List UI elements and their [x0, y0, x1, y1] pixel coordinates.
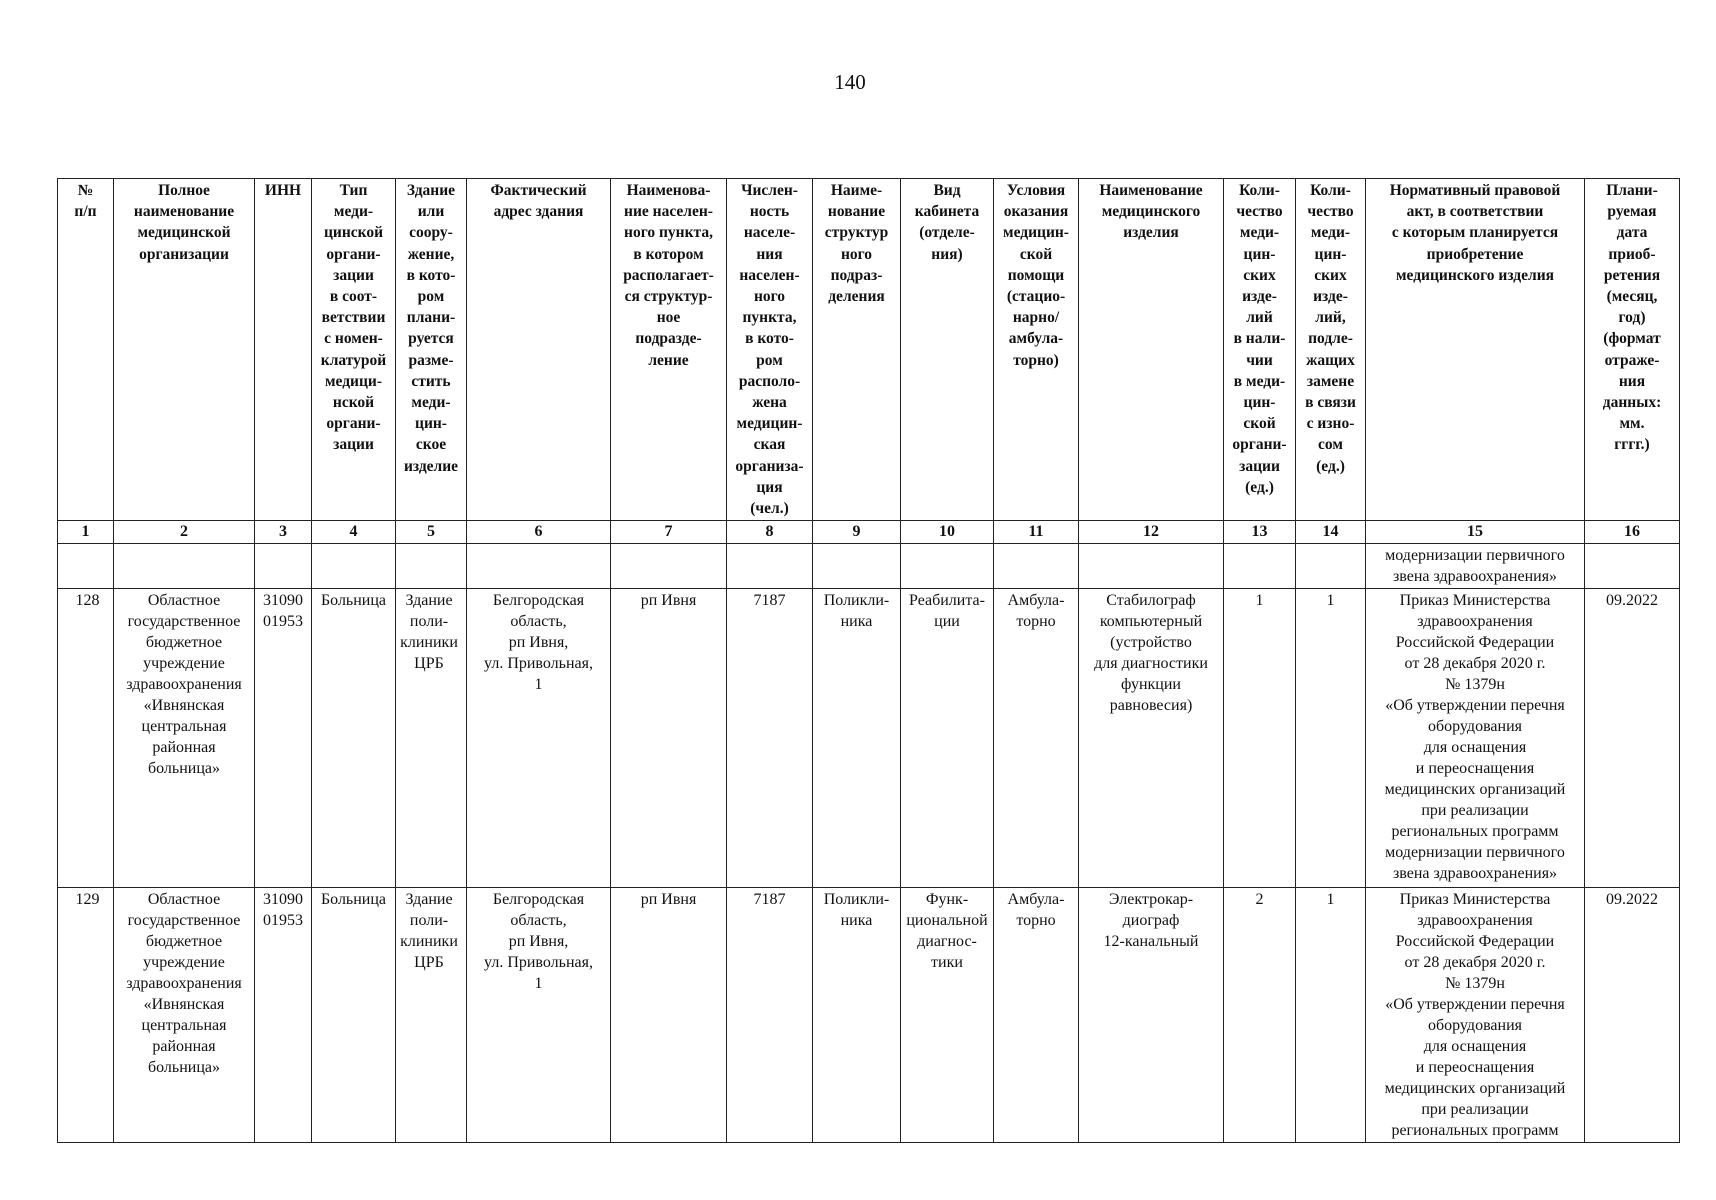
building: Здание поли- клиники ЦРБ [396, 589, 467, 888]
row-number: 128 [58, 589, 114, 888]
header-cell: Наименование медицинского изделия [1079, 179, 1224, 521]
column-number: 8 [727, 521, 813, 544]
column-number: 15 [1366, 521, 1585, 544]
population: 7187 [727, 888, 813, 1143]
devices-available: 2 [1224, 888, 1296, 1143]
devices-to-replace: 1 [1296, 888, 1366, 1143]
inn: 31090 01953 [255, 888, 312, 1143]
table-cell [255, 544, 312, 589]
header-cell: Плани- руемая дата приоб- ретения (месяц, год) (формат отраже- ния данных: мм. гггг.) [1585, 179, 1680, 521]
header-cell: Условия оказания медицин- ской помощи (стацио- нарно/ амбула- торно) [994, 179, 1079, 521]
column-number: 6 [467, 521, 611, 544]
care-conditions: Амбула- торно [994, 589, 1079, 888]
header-cell: Наиме- нование структур ного подраз- деления [813, 179, 901, 521]
address: Белгородская область, рп Ивня, ул. Привольная, 1 [467, 888, 611, 1143]
table-cell [1224, 544, 1296, 589]
table-cell [611, 544, 727, 589]
column-number: 4 [312, 521, 396, 544]
settlement: рп Ивня [611, 589, 727, 888]
column-number: 9 [813, 521, 901, 544]
column-number: 11 [994, 521, 1079, 544]
table-cell [312, 544, 396, 589]
devices-to-replace: 1 [1296, 589, 1366, 888]
column-number: 2 [114, 521, 255, 544]
table-cell [727, 544, 813, 589]
cabinet-type: Реабилита- ции [901, 589, 994, 888]
planned-date: 09.2022 [1585, 589, 1680, 888]
organization-type: Больница [312, 888, 396, 1143]
header-row [58, 179, 1680, 521]
table-cell [994, 544, 1079, 589]
table-cell [58, 544, 114, 589]
header-cell: № п/п [58, 179, 114, 521]
organization-name: Областное государственное бюджетное учреждение здравоохранения «Ивнянская центральная районная больница» [114, 888, 255, 1143]
column-number: 16 [1585, 521, 1680, 544]
header-cell: Тип меди- цинской органи- зации в соот- ветствии с номен- клатурой медици- нской органи- зации [312, 179, 396, 521]
address: Белгородская область, рп Ивня, ул. Привольная, 1 [467, 589, 611, 888]
row-number: 129 [58, 888, 114, 1143]
table-row [58, 589, 1680, 888]
header-cell: Фактический адрес здания [467, 179, 611, 521]
organization-type: Больница [312, 589, 396, 888]
equipment-table [57, 178, 1680, 1143]
page-number: 140 [834, 70, 866, 94]
column-number: 3 [255, 521, 312, 544]
table-cell: модернизации первичного звена здравоохранения» [1366, 544, 1585, 589]
inn: 31090 01953 [255, 589, 312, 888]
header-cell: Здание или соору- жение, в кото- ром плани- руется разме- стить меди- цин- ское изделие [396, 179, 467, 521]
table-row [58, 888, 1680, 1143]
settlement: рп Ивня [611, 888, 727, 1143]
table-cell [1585, 544, 1680, 589]
header-cell: Вид кабинета (отделе- ния) [901, 179, 994, 521]
table-cell [1296, 544, 1366, 589]
header-cell: Наименова- ние населен- ного пункта, в котором располагает- ся структур- ное подразде- ление [611, 179, 727, 521]
column-number: 12 [1079, 521, 1224, 544]
column-number: 10 [901, 521, 994, 544]
column-number: 13 [1224, 521, 1296, 544]
column-number: 5 [396, 521, 467, 544]
header-cell: Нормативный правовой акт, в соответствии с которым планируется приобретение медицинского изделия [1366, 179, 1585, 521]
legal-act: Приказ Министерства здравоохранения Российской Федерации от 28 декабря 2020 г. № 1379н «Об утверждении перечня оборудования для оснащения и переоснащения медицинских организаций при реализации региональных программ [1366, 888, 1585, 1143]
header-cell: Числен- ность населе- ния населен- ного пункта, в кото- ром располо- жена медицин- ская организа- ция (чел.) [727, 179, 813, 521]
header-cell: Полное наименование медицинской организации [114, 179, 255, 521]
building: Здание поли- клиники ЦРБ [396, 888, 467, 1143]
planned-date: 09.2022 [1585, 888, 1680, 1143]
population: 7187 [727, 589, 813, 888]
header-cell: Коли- чество меди- цин- ских изде- лий, подле- жащих замене в связи с изно- сом (ед.) [1296, 179, 1366, 521]
column-number: 1 [58, 521, 114, 544]
care-conditions: Амбула- торно [994, 888, 1079, 1143]
table-cell [114, 544, 255, 589]
legal-act: Приказ Министерства здравоохранения Российской Федерации от 28 декабря 2020 г. № 1379н «Об утверждении перечня оборудования для оснащения и переоснащения медицинских организаций при реализации региональных программ модернизации первичного звена здравоохранения» [1366, 589, 1585, 888]
device-name: Электрокар- диограф 12-канальный [1079, 888, 1224, 1143]
column-number-row [58, 521, 1680, 544]
structural-unit: Поликли- ника [813, 589, 901, 888]
devices-available: 1 [1224, 589, 1296, 888]
column-number: 7 [611, 521, 727, 544]
column-number: 14 [1296, 521, 1366, 544]
organization-name: Областное государственное бюджетное учреждение здравоохранения «Ивнянская центральная районная больница» [114, 589, 255, 888]
table-cell [396, 544, 467, 589]
table-cell [813, 544, 901, 589]
table-cell [467, 544, 611, 589]
table-cell [901, 544, 994, 589]
cabinet-type: Функ- циональной диагнос- тики [901, 888, 994, 1143]
header-cell: Коли- чество меди- цин- ских изде- лий в нали- чии в меди- цин- ской органи- зации (ед.) [1224, 179, 1296, 521]
header-cell: ИНН [255, 179, 312, 521]
device-name: Стабилограф компьютерный (устройство для диагностики функции равновесия) [1079, 589, 1224, 888]
table-cell [1079, 544, 1224, 589]
structural-unit: Поликли- ника [813, 888, 901, 1143]
continuation-row [58, 544, 1680, 589]
